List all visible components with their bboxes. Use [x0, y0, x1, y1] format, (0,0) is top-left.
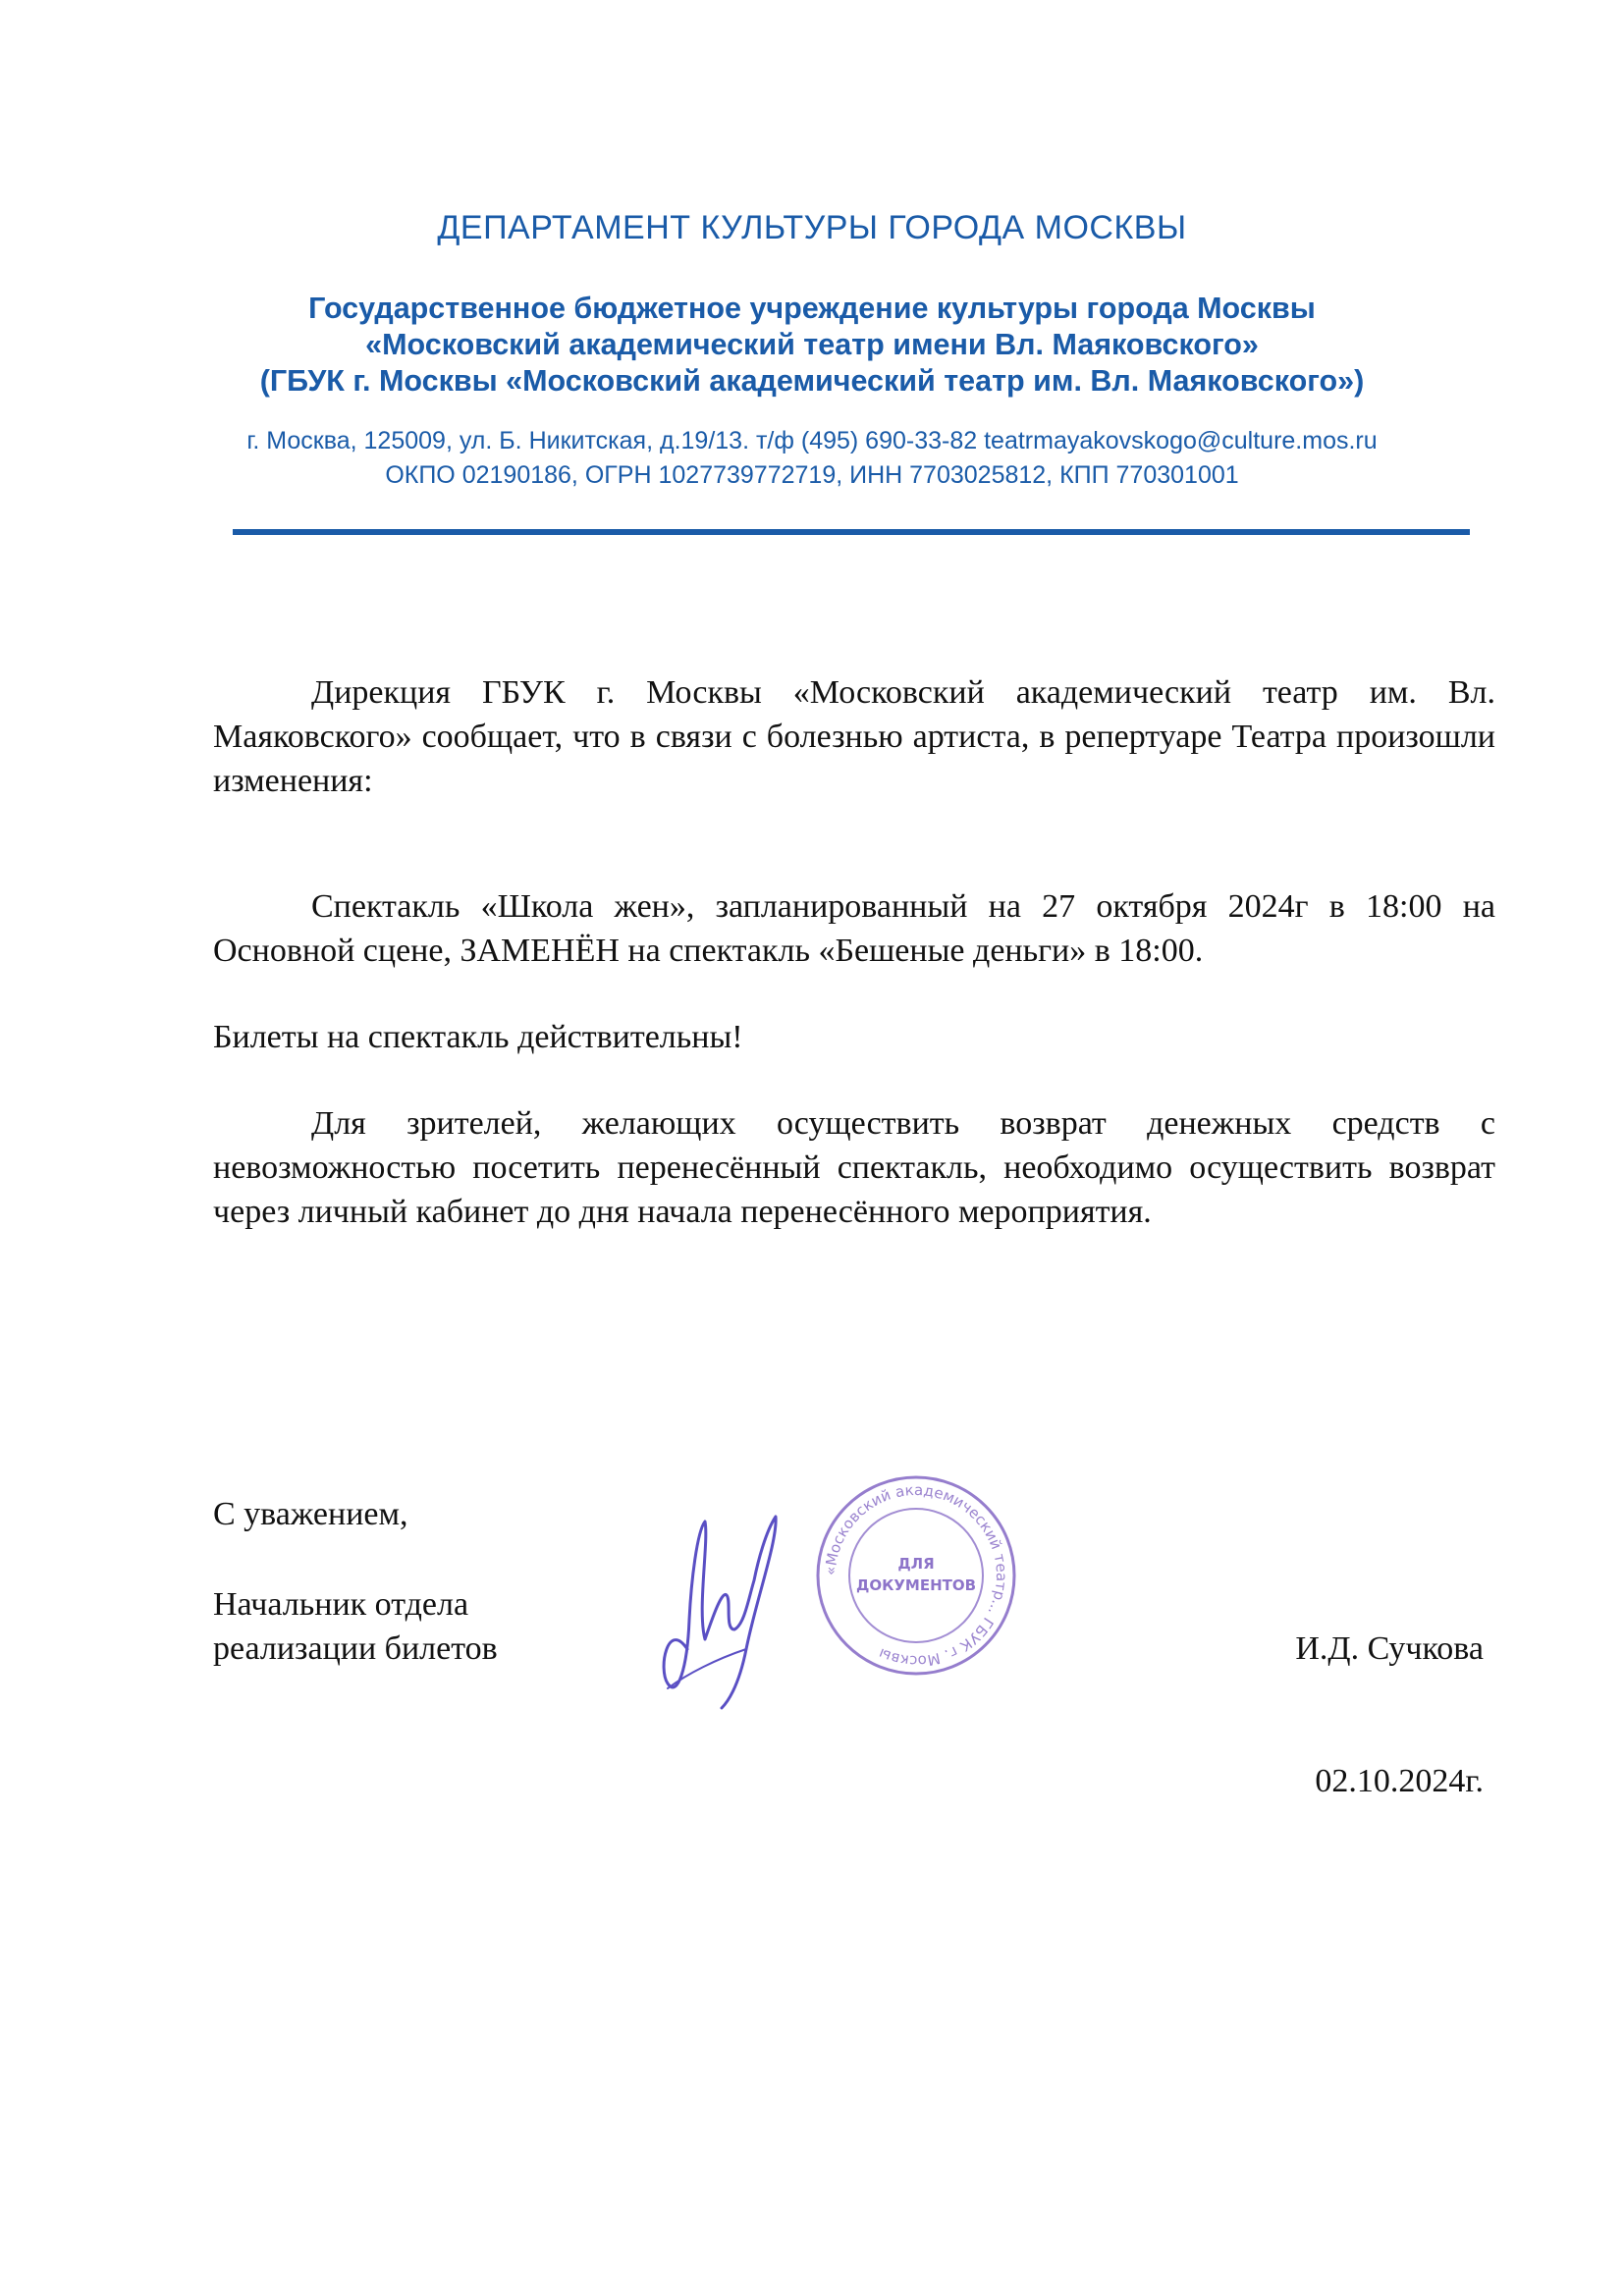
signer-position-line2: реализации билетов [213, 1630, 498, 1667]
contact-address-line: г. Москва, 125009, ул. Б. Никитская, д.19/13. т/ф (495) 690-33-82 teatrmayakovskogo@culture.mos.ru [246, 427, 1378, 454]
stamp-center-line1: ДЛЯ [897, 1555, 935, 1573]
stamp-ring-text: «Московский академический театр... ГБУК г. Москвы [821, 1480, 1011, 1671]
document-date: 02.10.2024г. [1315, 1763, 1484, 1799]
tickets-valid-paragraph: Билеты на спектакль действительны! [213, 1019, 743, 1055]
closing-regards: С уважением, [213, 1496, 408, 1532]
signer-name: И.Д. Сучкова [1295, 1630, 1484, 1667]
registration-codes-line: ОКПО 02190186, ОГРН 1027739772719, ИНН 7703025812, КПП 770301001 [385, 461, 1239, 489]
refund-paragraph: Для зрителей, желающих осуществить возврат денежных средств с невозможностью посетить перенесённый спектакль, необходимо осуществить возврат через личный кабинет до дня начала перенесённого мероприятия. [213, 1105, 1495, 1230]
organization-name-line3: (ГБУК г. Москвы «Московский академический театр им. Вл. Маяковского») [259, 364, 1365, 398]
announcement-paragraph: Дирекция ГБУК г. Москвы «Московский академический театр им. Вл. Маяковского» сообщает, что в связи с болезнью артиста, в репертуаре Театра произошли изменения: [213, 674, 1495, 799]
letterhead-divider [233, 529, 1470, 535]
stamp-center-line2: ДОКУМЕНТОВ [855, 1576, 977, 1594]
organization-name-line1: Государственное бюджетное учреждение культуры города Москвы [308, 292, 1316, 325]
replacement-paragraph: Спектакль «Школа жен», запланированный на 27 октября 2024г в 18:00 на Основной сцене, ЗАМЕНЁН на спектакль «Бешеные деньги» в 18:00. [213, 888, 1495, 969]
department-title: ДЕПАРТАМЕНТ КУЛЬТУРЫ ГОРОДА МОСКВЫ [437, 209, 1187, 246]
organization-name-line2: «Московский академический театр имени Вл. Маяковского» [365, 328, 1259, 361]
handwritten-signature [628, 1502, 805, 1718]
signer-position-line1: Начальник отдела [213, 1586, 469, 1623]
official-stamp [813, 1472, 1019, 1679]
